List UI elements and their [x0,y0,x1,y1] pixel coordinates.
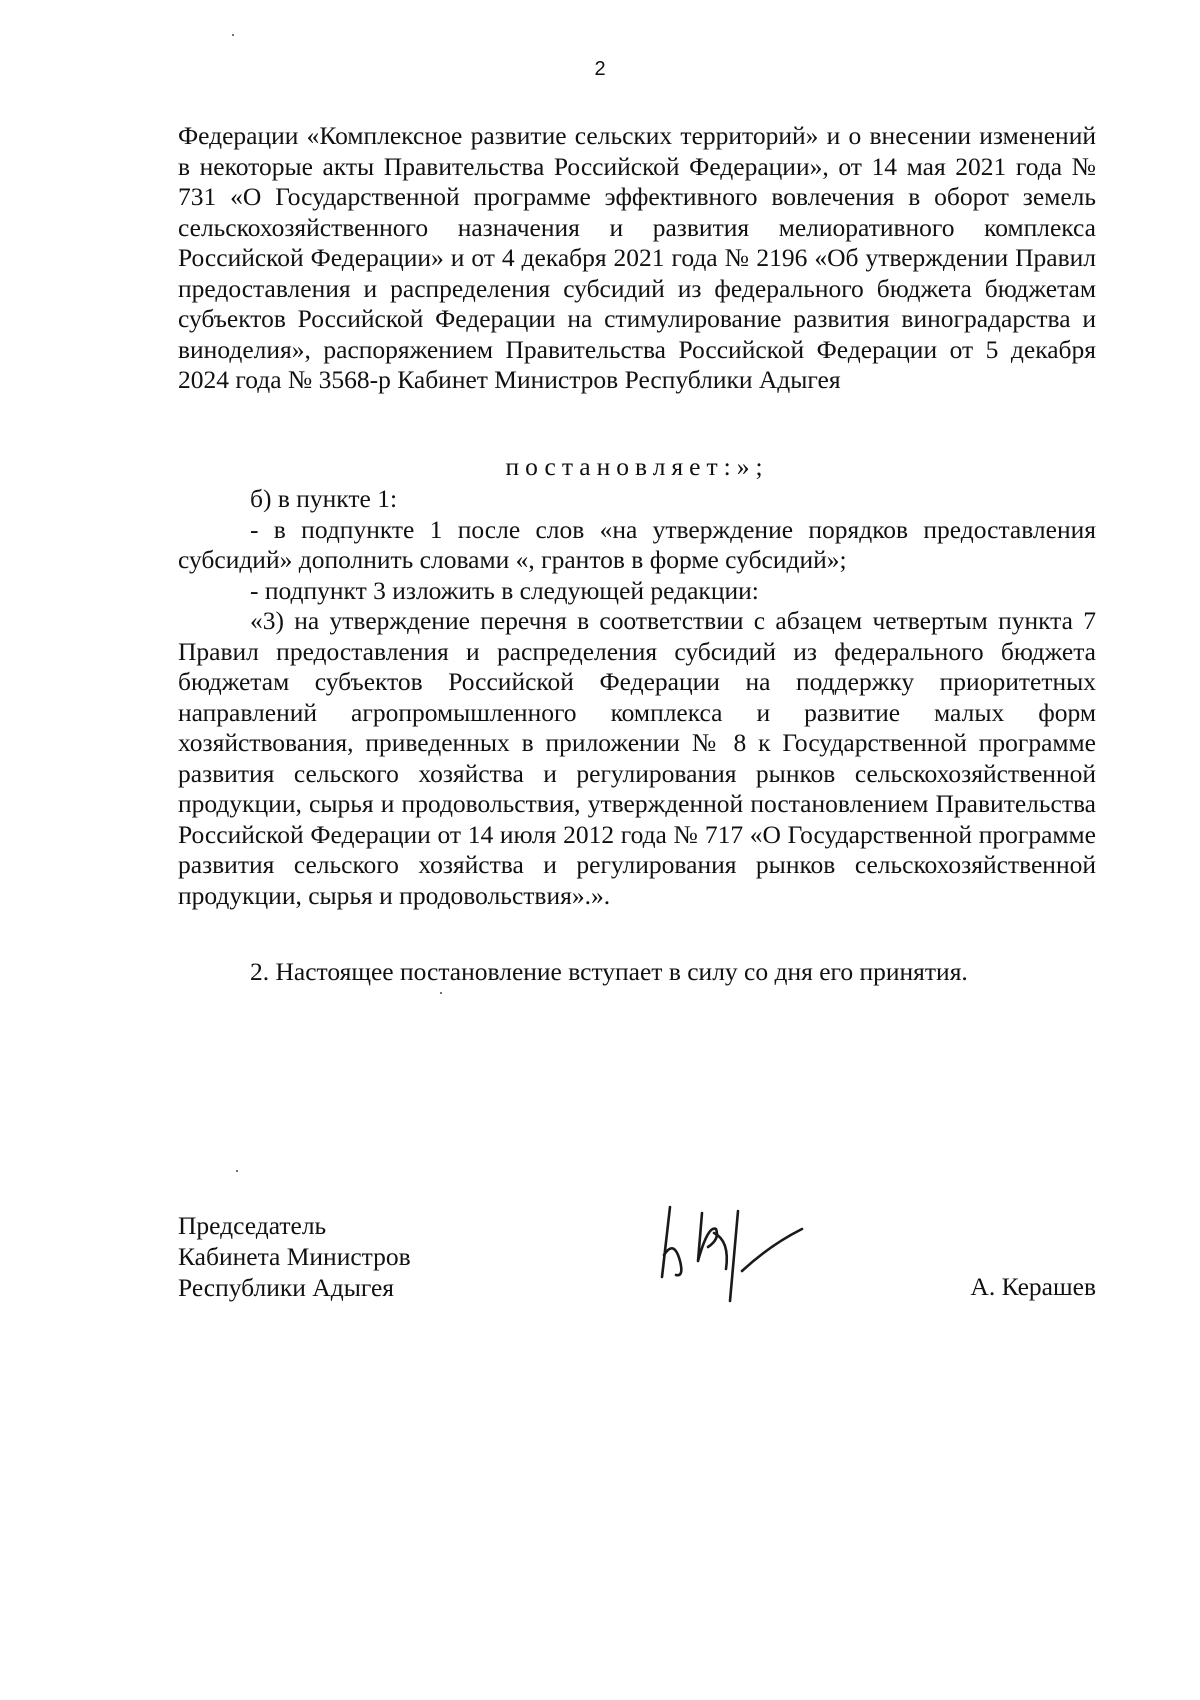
signatory-title-line: Кабинета Министров [178,1242,411,1271]
handwritten-signature [650,1185,830,1305]
scan-speck [440,992,442,994]
amendment-point-b: б) в пункте 1: [250,484,398,513]
signatory-title [178,1210,411,1303]
effective-block [178,957,1096,988]
signatory-title-line: Республики Адыгея [178,1273,394,1302]
scan-speck [236,1170,238,1172]
amendments-block [178,484,1096,911]
page-number: 2 [594,58,606,80]
signatory-title-line: Председатель [178,1211,327,1240]
amendment-subpoint-3-text: «3) на утверждение перечня в соответствии с абзацем четвертым пункта 7 Правил предоставления и распределения субсидий из федерального бюджета бюджетам субъектов Российской Федерации на поддержку приоритетных направлений агропромышленного комплекса и развитие малых форм хозяйствования, приведенных в приложении № 8 к Государственной программе развития сельского хозяйства и регулирования рынков сельскохозяйственной продукции, сырья и продовольствия, утвержденной постановлением Правительства Российской Федерации от 14 июля 2012 года № 717 «О Государственной программе развития сельского хозяйства и регулирования рынков сельскохозяйственной продукции, сырья и продовольствия».». [178,606,1096,910]
resolves-heading: постановляет:»; [505,452,769,481]
effective-clause: 2. Настоящее постановление вступает в силу со дня его принятия. [250,957,968,986]
scan-speck [232,34,234,36]
signatory-name: А. Керашев [970,1272,1096,1301]
amendment-subpoint-1: - в подпункте 1 после слов «на утверждение порядков предоставления субсидий» дополнить словами «, грантов в форме субсидий»; [178,514,1096,574]
resolves-block [178,452,1096,483]
amendment-subpoint-3: - подпункт 3 изложить в следующей редакции: [250,575,759,605]
preamble-block [178,121,1096,396]
preamble-paragraph: Федерации «Комплексное развитие сельских территорий» и о внесении изменений в некоторые акты Правительства Российской Федерации», от 14 мая 2021 года № 731 «О Государственной программе эффективного вовлечения в оборот земель сельскохозяйственного назначения и развития мелиоративного комплекса Российской Федерации» и от 4 декабря 2021 года № 2196 «Об утверждении Правил предоставления и распределения субсидий из федерального бюджета бюджетам субъектов Российской Федерации на стимулирование развития виноградарства и виноделия», распоряжением Правительства Российской Федерации от 5 декабря 2024 года № 3568-р Кабинет Министров Республики Адыгея [178,121,1096,394]
